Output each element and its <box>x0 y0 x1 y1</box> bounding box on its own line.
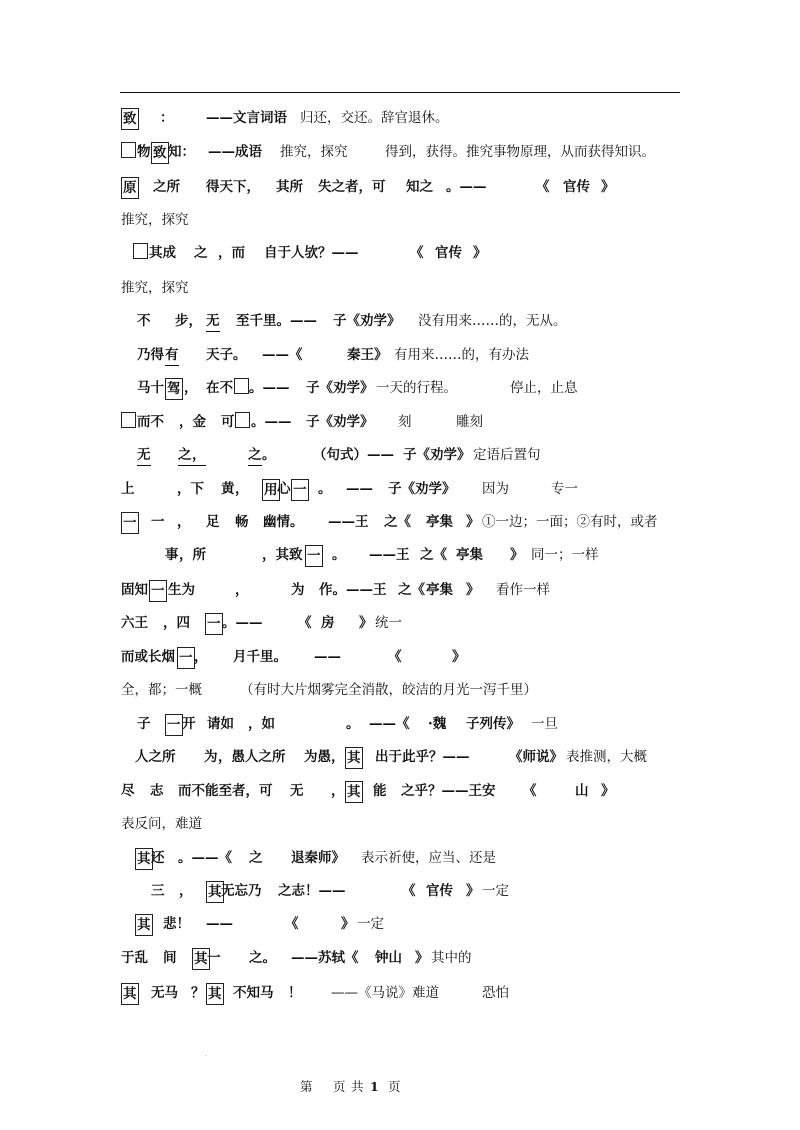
text-segment: 《 <box>388 649 402 665</box>
text-segment: ，如 <box>248 716 275 732</box>
footer-text: 页 <box>333 1079 346 1094</box>
text-segment: —— <box>314 649 341 665</box>
text-segment: 足 <box>206 514 220 530</box>
entry-line <box>0 243 800 263</box>
text-segment: 》 <box>473 245 487 261</box>
text-segment: ，而 <box>218 245 245 261</box>
boxed-keyword: 原 <box>121 177 139 199</box>
boxed-keyword: 致 <box>151 142 169 164</box>
text-segment: 之《 <box>398 582 425 598</box>
underlined-text: 无 <box>137 445 151 466</box>
text-segment: ——文言词语 <box>206 110 287 126</box>
text-segment: 》 <box>510 547 524 563</box>
text-segment: 官传 <box>435 245 462 261</box>
text-segment: 一旦 <box>531 716 558 732</box>
text-segment: 刻 <box>398 414 412 430</box>
text-segment: 《 <box>285 916 299 932</box>
text-segment: 《 <box>298 615 312 631</box>
text-segment: 之所 <box>153 179 180 195</box>
text-segment: 其成 <box>149 245 176 261</box>
text-segment: 。 <box>332 547 346 563</box>
boxed-keyword: 一 <box>165 714 183 736</box>
underlined-text: 有 <box>165 345 179 366</box>
entry-line <box>0 881 800 901</box>
text-segment: ——苏轼《 <box>291 950 359 966</box>
text-segment: 其中的 <box>431 950 472 966</box>
text-segment: —— <box>206 916 233 932</box>
entry-line <box>0 983 800 1003</box>
text-segment: 》 <box>341 916 355 932</box>
text-segment: 子《劝学》 <box>403 447 471 463</box>
text-segment: 一 <box>207 950 221 966</box>
text-segment: 尽 <box>121 783 135 799</box>
entry-line <box>0 948 800 968</box>
text-segment: ，所 <box>179 547 206 563</box>
text-segment: ①一边；一面；②有时，或者 <box>482 514 658 530</box>
text-segment: ，四 <box>163 615 190 631</box>
text-segment: 《 <box>523 783 537 799</box>
entry-line <box>0 412 800 432</box>
text-segment: 停止，止息 <box>510 380 578 396</box>
text-segment: ——王 <box>328 514 369 530</box>
text-segment: 为 <box>204 749 218 765</box>
text-segment: 其所 <box>276 179 303 195</box>
text-segment: 在不 <box>206 380 233 396</box>
entry-line <box>0 613 800 633</box>
text-segment: 。—— <box>251 414 292 430</box>
text-segment: 能 <box>373 783 387 799</box>
text-segment: 无马 <box>151 985 178 1001</box>
text-segment: 幽情。 <box>263 514 304 530</box>
text-segment: 之乎？——王安 <box>401 783 496 799</box>
text-segment: 开 <box>182 716 196 732</box>
text-segment: ——《 <box>369 716 410 732</box>
entry-line <box>0 914 800 934</box>
text-segment: 表示祈使，应当、还是 <box>361 850 496 866</box>
entry-line <box>0 445 800 465</box>
text-segment: 同一；一样 <box>531 547 599 563</box>
text-segment: 于乱 <box>121 950 148 966</box>
boxed-keyword: 其 <box>121 983 139 1005</box>
text-segment: ： <box>160 110 174 126</box>
text-segment: 子列传》 <box>466 716 520 732</box>
text-segment: 统一 <box>375 615 402 631</box>
entry-line <box>0 580 800 600</box>
text-segment: 一定 <box>357 916 384 932</box>
text-segment: 。—— <box>446 179 487 195</box>
entry-line <box>0 647 800 667</box>
text-segment: 知之 <box>406 179 433 195</box>
text-segment: 专一 <box>551 481 578 497</box>
entry-line <box>0 512 800 532</box>
text-segment: 房 <box>321 615 335 631</box>
entry-line <box>0 747 800 767</box>
text-segment: 子《劝学》 <box>333 313 401 329</box>
text-segment: 间 <box>163 950 177 966</box>
entry-line <box>0 848 800 868</box>
text-segment: 雕刻 <box>456 414 483 430</box>
text-segment: 上 <box>121 481 135 497</box>
entry-line <box>0 311 800 331</box>
text-segment: 知： <box>168 144 195 160</box>
text-segment: 归还，交还。辞官退休。 <box>300 110 449 126</box>
text-segment: ， <box>184 380 198 396</box>
text-segment: 不知马 <box>233 985 274 1001</box>
text-segment: 表推测，大概 <box>566 749 647 765</box>
text-segment: ， <box>331 783 345 799</box>
text-segment: 月千里。 <box>233 649 287 665</box>
text-segment: 之志！—— <box>278 883 346 899</box>
footer-text: 共 <box>351 1079 364 1094</box>
text-segment: 子《劝学》 <box>388 481 456 497</box>
text-segment: ， <box>177 514 191 530</box>
text-segment: 《师说》 <box>509 749 563 765</box>
entry-line <box>0 814 800 834</box>
entry-line <box>0 781 800 801</box>
text-segment: 为愚， <box>304 749 345 765</box>
text-segment: 六王 <box>121 615 148 631</box>
text-segment: 三 <box>151 883 165 899</box>
boxed-keyword: 一 <box>205 613 223 635</box>
header-rule <box>120 92 680 93</box>
text-segment: 《 <box>402 883 416 899</box>
underlined-text: 之 <box>178 445 192 466</box>
text-segment: 乃得 <box>137 347 164 363</box>
text-segment: 》 <box>466 582 480 598</box>
text-segment: 推究，探究 <box>121 212 189 228</box>
text-segment: —— <box>346 481 373 497</box>
text-segment: 无 <box>290 783 304 799</box>
text-segment: 推究，探究 <box>121 280 189 296</box>
text-segment: 无忘乃 <box>221 883 262 899</box>
text-segment: 》 <box>466 883 480 899</box>
text-segment: 不 <box>137 313 151 329</box>
text-segment: 《 <box>410 245 424 261</box>
text-segment: 马十 <box>137 380 164 396</box>
boxed-keyword: 其 <box>135 848 153 870</box>
boxed-keyword: 一 <box>177 647 195 669</box>
text-segment: 山 <box>575 783 589 799</box>
text-segment: ，金 <box>179 414 206 430</box>
text-segment: 亭集 <box>456 547 483 563</box>
text-segment: 因为 <box>482 481 509 497</box>
text-segment: 表反问，难道 <box>121 816 202 832</box>
text-segment: ， <box>235 481 249 497</box>
text-segment: 恐怕 <box>482 985 509 1001</box>
text-segment: 《 <box>536 179 550 195</box>
text-segment: 之 <box>249 850 263 866</box>
text-segment: 子《劝学》 <box>306 414 374 430</box>
text-segment: 》 <box>466 514 480 530</box>
text-segment: 一 <box>151 514 165 530</box>
text-segment: 》 <box>601 783 615 799</box>
entry-line <box>0 278 800 298</box>
text-segment: 》 <box>601 179 615 195</box>
entry-line <box>0 479 800 499</box>
text-segment: ——《马说》难道 <box>331 985 439 1001</box>
boxed-keyword: 一 <box>305 545 323 567</box>
text-segment: 天子。 <box>206 347 247 363</box>
text-segment: 没有用来……的，无从。 <box>418 313 567 329</box>
text-segment: ·魏 <box>428 716 447 732</box>
text-segment: 子《劝学》 <box>306 380 374 396</box>
text-segment: ，其致 <box>262 547 303 563</box>
text-segment: 得天下， <box>206 179 260 195</box>
text-segment: 得到，获得。推究事物原理，从而获得知识。 <box>385 144 655 160</box>
text-segment: ， <box>235 582 249 598</box>
text-segment: 为 <box>291 582 305 598</box>
text-segment: 有用来……的，有办法 <box>394 347 529 363</box>
text-segment: 退秦师》 <box>291 850 345 866</box>
entry-line <box>0 177 800 197</box>
entry-line <box>0 378 800 398</box>
text-segment: 物 <box>137 144 151 160</box>
page-dot: . <box>205 1051 207 1058</box>
missing-char-box <box>133 243 148 259</box>
footer-text: 第 <box>300 1079 313 1094</box>
text-segment: 可 <box>221 414 235 430</box>
boxed-keyword: 其 <box>192 948 210 970</box>
underlined-text: 无 <box>206 311 220 332</box>
text-segment: ， <box>179 883 193 899</box>
text-segment: 全，都；一概 <box>121 682 202 698</box>
text-segment: 。 <box>318 481 332 497</box>
footer-text: 1 <box>370 1079 379 1094</box>
text-segment: 。——《 <box>178 850 232 866</box>
missing-char-box <box>121 412 136 428</box>
missing-char-box <box>121 142 136 158</box>
text-segment: ，下 <box>177 481 204 497</box>
entry-line <box>0 142 800 162</box>
text-segment: 人之所 <box>135 749 176 765</box>
boxed-keyword: 其 <box>345 747 363 769</box>
text-segment: 畅 <box>235 514 249 530</box>
text-segment: 志 <box>150 783 164 799</box>
boxed-keyword: 其 <box>135 914 153 936</box>
text-segment: 官传 <box>563 179 590 195</box>
text-segment: 生为 <box>168 582 195 598</box>
text-segment: ——王 <box>369 547 410 563</box>
text-segment: 固知 <box>121 582 148 598</box>
entry-line <box>0 714 800 734</box>
text-segment: 秦王》 <box>347 347 388 363</box>
text-segment: 。 <box>346 716 360 732</box>
text-segment: 。—— <box>222 615 263 631</box>
text-segment: 》 <box>452 649 466 665</box>
entry-line <box>0 545 800 565</box>
footer-text: 页 <box>388 1079 401 1094</box>
text-segment: ！ <box>288 985 302 1001</box>
text-segment: 之《 <box>384 514 411 530</box>
text-segment: 官传 <box>426 883 453 899</box>
text-segment: 请如 <box>207 716 234 732</box>
text-segment: （有时大片烟雾完全消散，皎洁的月光一泻千里） <box>240 682 537 698</box>
text-segment: 还 <box>151 850 165 866</box>
text-segment: ？ <box>191 985 205 1001</box>
underlined-text: ， <box>192 445 206 466</box>
boxed-keyword: 其 <box>206 983 224 1005</box>
boxed-keyword: 一 <box>149 580 167 602</box>
text-segment: 而或长烟 <box>121 649 175 665</box>
text-segment: 一天的行程。 <box>376 380 457 396</box>
text-segment: 而不能至者，可 <box>178 783 273 799</box>
text-segment: ——成语 <box>208 144 262 160</box>
text-segment: 钟山 <box>375 950 402 966</box>
boxed-keyword: 一 <box>121 512 139 534</box>
entry-line <box>0 210 800 230</box>
text-segment: 之。 <box>249 950 276 966</box>
text-segment: 推究，探究 <box>280 144 348 160</box>
boxed-keyword: 其 <box>345 781 363 803</box>
entry-line <box>0 345 800 365</box>
text-segment: ， <box>194 649 208 665</box>
text-segment: 出于此乎？—— <box>375 749 470 765</box>
text-segment: 。—— <box>249 380 290 396</box>
text-segment: 》 <box>359 615 373 631</box>
boxed-keyword: 用 <box>262 479 280 501</box>
text-segment: 心 <box>277 481 291 497</box>
text-segment: 。 <box>262 447 276 463</box>
text-segment: 亭集 <box>426 514 453 530</box>
text-segment: 失之者，可 <box>318 179 386 195</box>
boxed-keyword: 致 <box>121 108 139 130</box>
page-footer <box>0 1078 800 1096</box>
text-segment: ——《 <box>262 347 303 363</box>
text-segment: 子 <box>137 716 151 732</box>
text-segment: 作。——王 <box>319 582 387 598</box>
boxed-keyword: 驾 <box>165 378 183 400</box>
boxed-keyword: 一 <box>291 479 309 501</box>
text-segment: 亭集 <box>426 582 453 598</box>
text-segment: 悲！ <box>163 916 190 932</box>
text-segment: 之 <box>194 245 208 261</box>
boxed-keyword: 其 <box>206 881 224 903</box>
text-segment: 定语后置句 <box>473 447 541 463</box>
text-segment: （句式）—— <box>313 447 394 463</box>
missing-char-box <box>234 378 249 394</box>
text-segment: 一定 <box>482 883 509 899</box>
text-segment: 之《 <box>420 547 447 563</box>
text-segment: 事 <box>165 547 179 563</box>
text-segment: 看作一样 <box>496 582 550 598</box>
underlined-text: 之 <box>248 445 262 466</box>
entry-line <box>0 108 800 128</box>
text-segment: 》 <box>415 950 429 966</box>
text-segment: 步， <box>175 313 202 329</box>
text-segment: ，愚人之所 <box>218 749 286 765</box>
missing-char-box <box>235 412 250 428</box>
text-segment: 至千里。—— <box>236 313 317 329</box>
text-segment: 自于人欤？—— <box>264 245 359 261</box>
entry-line <box>0 680 800 700</box>
text-segment: 黄 <box>221 481 235 497</box>
text-segment: 而不 <box>137 414 164 430</box>
